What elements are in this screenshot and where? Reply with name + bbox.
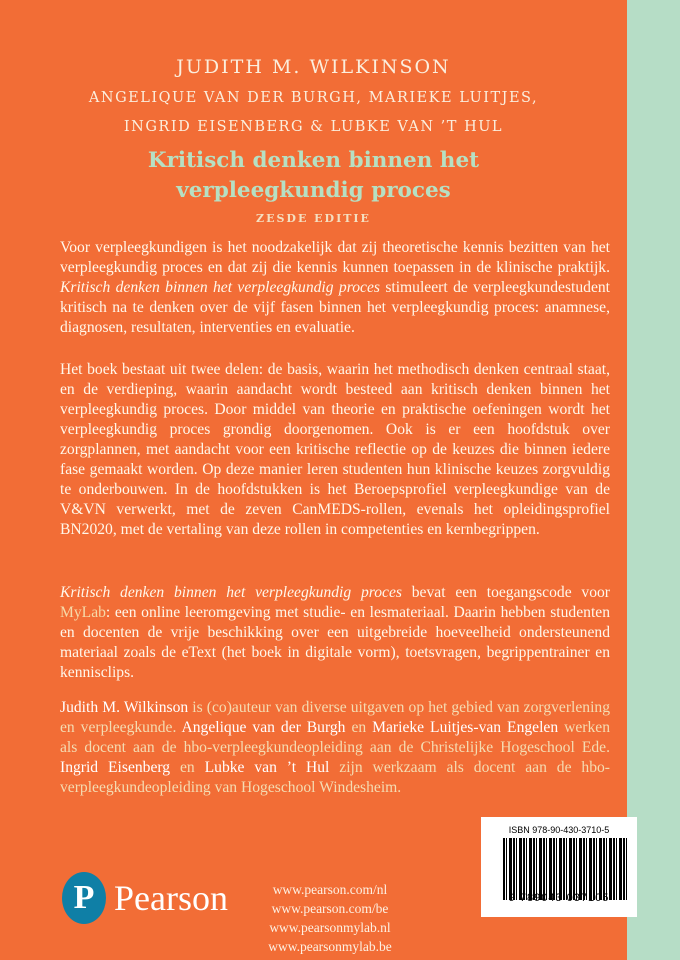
url: www.pearsonmylab.be [268, 939, 392, 954]
url: www.pearson.com/be [271, 901, 389, 916]
text: stimuleert de verpleegkundestudent kritisch na te denken over de vijf fasen binnen het verpleegkundig proces: anamnese, diagnosen, resultaten, interventies en evaluatie. [60, 279, 610, 336]
blurb-paragraph-2: Het boek bestaat uit twee delen: de basis, waarin het methodisch denken centraal staat, en de verdieping, waarin aandacht wordt besteed aan kritisch denken binnen het verpleegkundig proces. Door middel van theorie en praktische oefeningen wordt het verpleegkundig proces grondig doorgenomen. Ook is er een hoofdstuk over zorgplannen, met aandacht voor een kritische reflectie op de keuzes die binnen iedere fase gemaakt worden. Op deze manier leren studenten hun klinische keuzes zorgvuldig te onderbouwen. In de hoofdstukken is het Beroepsprofiel verpleegkundige van de V&VN verwerkt, met de zeven CanMEDS-rollen, evenals het opleidingsprofiel BN2020, met de vertaling van deze rollen in competenties en kernbegrippen. [60, 361, 610, 538]
url: www.pearsonmylab.nl [269, 920, 391, 935]
text: en [170, 759, 205, 776]
author-name: Marieke Luitjes-van Engelen [372, 719, 559, 736]
coauthors-line-1: ANGELIQUE VAN DER BURGH, MARIEKE LUITJES, [88, 90, 539, 106]
author-name: Judith M. Wilkinson [60, 699, 189, 716]
author-name: Lubke van ’t Hul [204, 759, 330, 776]
publisher-name: Pearson [114, 878, 228, 918]
mylab-name: MyLab [60, 604, 106, 621]
text: en [345, 719, 373, 736]
text: : een online leeromgeving met studie- en lesmateriaal. Daarin hebben studenten en docenten de vrije beschikking over een uitgebreide hoeveelheid ondersteunend materiaal zoals de eText (het boek in digitale vorm), toetsvragen, begrippentrainer en kennisclips. [60, 604, 610, 681]
text: bevat een toegangscode voor [401, 584, 610, 601]
blurb-paragraph-1 [60, 238, 610, 338]
main-author: JUDITH M. WILKINSON [176, 56, 451, 78]
pearson-logo [62, 872, 228, 924]
pearson-p-icon: P [62, 872, 106, 924]
isbn-text: ISBN 978-90-430-3710-5 [508, 825, 610, 835]
coauthors-line-2: INGRID EISENBERG & LUBKE VAN ’T HUL [123, 119, 504, 135]
url: www.pearson.com/nl [272, 882, 388, 897]
title-line-2: verpleegkundig proces [176, 178, 451, 203]
spine-stripe [627, 0, 680, 960]
author-name: Angelique van der Burgh [181, 719, 346, 736]
publisher-urls [240, 880, 420, 956]
text: Voor verpleegkundigen is het noodzakelijk dat zij theoretische kennis bezitten van het verpleegkundig proces en dat zij die kennis kunnen toepassen in de klinische praktijk. [60, 239, 610, 276]
book-title-italic: Kritisch denken binnen het verpleegkundig proces [60, 584, 402, 601]
author-bios [60, 698, 610, 798]
text: werken als docent aan de hbo-verpleegkundeopleiding aan de Christelijke Hogeschool Ede. [60, 719, 610, 756]
ean-number: 9 789043 037105 [508, 892, 610, 904]
barcode-bars [503, 838, 627, 900]
title-line-1: Kritisch denken binnen het [147, 148, 480, 173]
text: is (co)auteur van diverse uitgaven op het gebied van zorgverlening en verpleegkunde. [60, 699, 610, 736]
text: zijn werkzaam als docent aan de hbo-verpleegkundeopleiding van Hogeschool Windesheim. [60, 759, 611, 796]
edition: ZESDE EDITIE [256, 212, 371, 225]
author-name: Ingrid Eisenberg [60, 759, 171, 776]
blurb-paragraph-3 [60, 583, 610, 683]
isbn-barcode [481, 817, 637, 917]
book-title [0, 146, 627, 206]
book-title-italic: Kritisch denken binnen het verpleegkundig proces [60, 279, 380, 296]
